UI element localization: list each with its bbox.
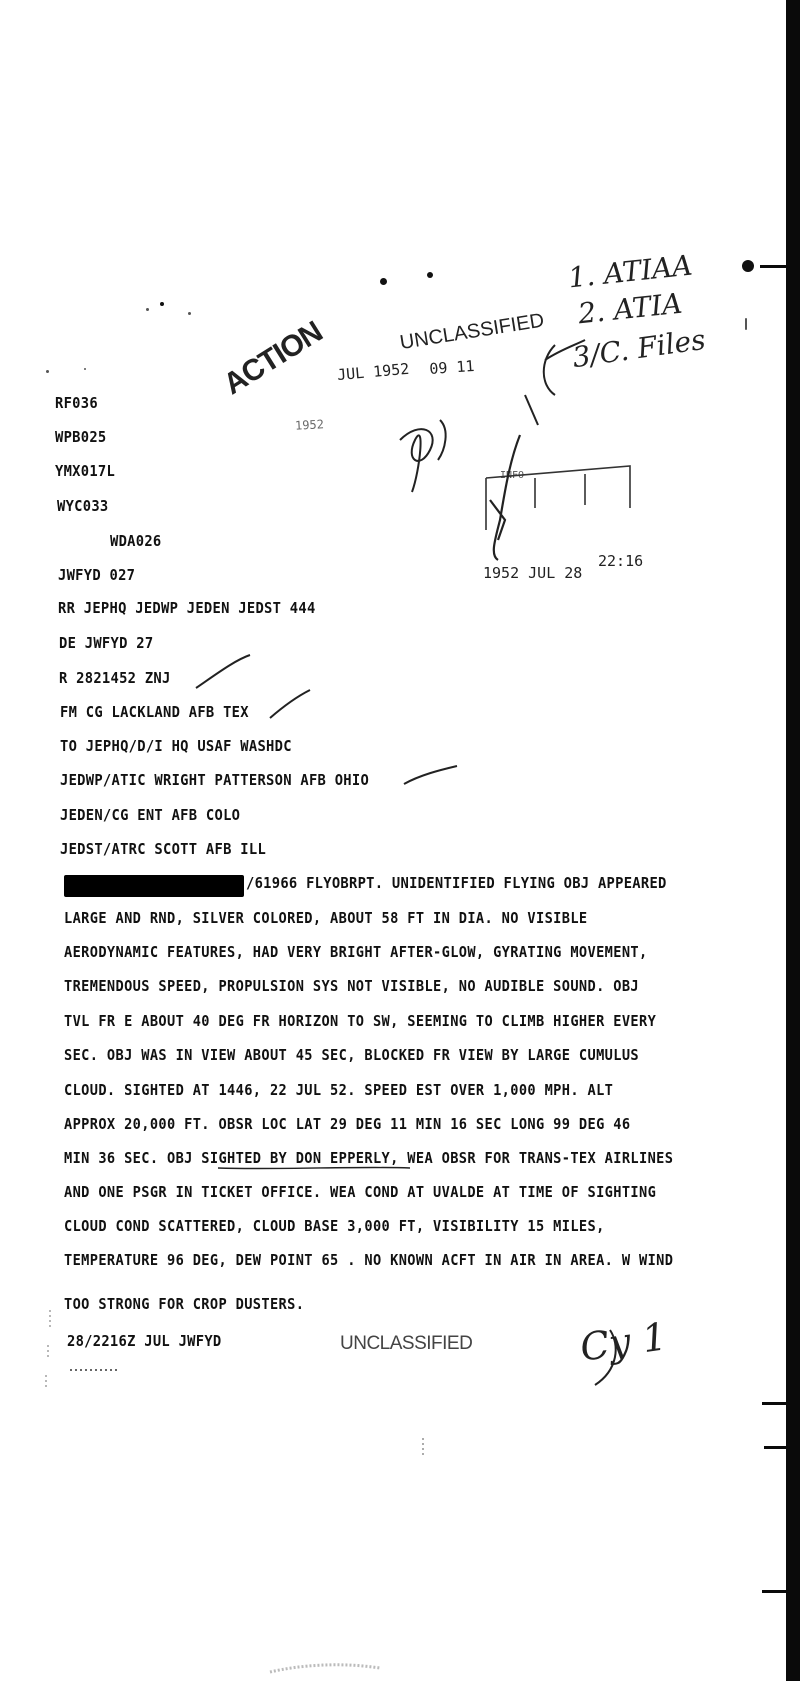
- message-body-line: TOO STRONG FOR CROP DUSTERS.: [64, 1295, 305, 1313]
- message-body-line: AERODYNAMIC FEATURES, HAD VERY BRIGHT AFTER-GLOW, GYRATING MOVEMENT,: [64, 943, 648, 961]
- punch-hole-mark: [742, 260, 754, 272]
- check-mark: [404, 766, 457, 784]
- classification-stamp-top: UNCLASSIFIED: [398, 309, 546, 355]
- scan-speck: [84, 368, 86, 370]
- routing-line: WDA026: [110, 532, 162, 550]
- handwritten-routing-note: 1. ATIAA: [566, 248, 694, 295]
- faded-date-stamp: 1952: [294, 417, 325, 433]
- routing-line: RR JEPHQ JEDWP JEDEN JEDST 444: [58, 599, 316, 617]
- handwritten-arrow-mark: [490, 435, 520, 560]
- routing-line: WYC033: [57, 497, 109, 515]
- handwritten-initials: [400, 420, 446, 492]
- scan-edge-mark: [764, 1446, 786, 1449]
- message-body-line: LARGE AND RND, SILVER COLORED, ABOUT 58 FT IN DIA. NO VISIBLE: [64, 909, 588, 927]
- log-date-stamp: 1952 JUL 28: [483, 564, 583, 582]
- action-stamp: ACTION: [217, 315, 328, 402]
- scan-speck: [745, 318, 747, 330]
- routing-line: R 2821452 ZNJ: [59, 669, 171, 687]
- ink-spot: [380, 278, 387, 285]
- message-body-line: TVL FR E ABOUT 40 DEG FR HORIZON TO SW, SEEMING TO CLIMB HIGHER EVERY: [64, 1012, 657, 1030]
- message-body-line: SEC. OBJ WAS IN VIEW ABOUT 45 SEC, BLOCKED FR VIEW BY LARGE CUMULUS: [64, 1046, 640, 1064]
- message-body-line: TEMPERATURE 96 DEG, DEW POINT 65 . NO KNOWN ACFT IN AIR IN AREA. W WIND: [64, 1251, 674, 1269]
- scan-speck-bottom: [270, 1665, 380, 1672]
- message-body-line: TREMENDOUS SPEED, PROPULSION SYS NOT VISIBLE, NO AUDIBLE SOUND. OBJ: [64, 977, 640, 995]
- routing-line: JWFYD 027: [58, 566, 136, 584]
- scan-speck: [146, 308, 149, 311]
- message-body-line: /61966 FLYOBRPT. UNIDENTIFIED FLYING OBJ APPEARED: [246, 874, 667, 892]
- routing-line: JEDST/ATRC SCOTT AFB ILL: [60, 840, 267, 858]
- message-body-line: APPROX 20,000 FT. OBSR LOC LAT 29 DEG 11 MIN 16 SEC LONG 99 DEG 46: [64, 1115, 631, 1133]
- log-time-stamp: 22:16: [598, 552, 644, 570]
- scan-edge-mark: [762, 1590, 786, 1593]
- received-date-stamp: JUL 1952: [336, 359, 410, 384]
- redaction-block: [64, 875, 244, 897]
- routing-line: YMX017L: [55, 462, 116, 480]
- scan-speck: [46, 370, 49, 373]
- scan-speck: [188, 312, 191, 315]
- routing-line: DE JWFYD 27: [59, 634, 154, 652]
- routing-line: TO JEPHQ/D/I HQ USAF WASHDC: [60, 737, 292, 755]
- routing-line: WPB025: [55, 428, 107, 446]
- routing-line: RF036: [55, 394, 98, 412]
- handwritten-routing-note: 3/C. Files: [570, 322, 708, 375]
- scan-edge-dashes: [46, 1310, 50, 1390]
- message-body-line: CLOUD. SIGHTED AT 1446, 22 JUL 52. SPEED EST OVER 1,000 MPH. ALT: [64, 1081, 614, 1099]
- scan-edge-mark: [760, 265, 786, 268]
- routing-line: JEDWP/ATIC WRIGHT PATTERSON AFB OHIO: [60, 771, 370, 789]
- routing-line: JEDEN/CG ENT AFB COLO: [60, 806, 241, 824]
- check-mark: [270, 690, 310, 718]
- message-body-line: CLOUD COND SCATTERED, CLOUD BASE 3,000 FT, VISIBILITY 15 MILES,: [64, 1217, 605, 1235]
- date-time-group: 28/2216Z JUL JWFYD: [67, 1332, 222, 1350]
- ink-spot: [427, 272, 433, 278]
- scan-edge-border: [786, 0, 800, 1681]
- check-mark: [196, 655, 250, 688]
- routing-box-label: INFO: [500, 470, 525, 481]
- routing-line: FM CG LACKLAND AFB TEX: [60, 703, 249, 721]
- message-body-line: AND ONE PSGR IN TICKET OFFICE. WEA COND AT UVALDE AT TIME OF SIGHTING: [64, 1183, 657, 1201]
- handwritten-copy-note: Cy 1: [577, 1314, 670, 1370]
- scan-edge-mark: [762, 1402, 786, 1405]
- handwritten-routing-note: 2. ATIA: [576, 286, 684, 331]
- ink-spot: [160, 302, 164, 306]
- check-stroke-mark: [525, 395, 538, 425]
- underline-mark: [218, 1167, 410, 1168]
- classification-stamp-bottom: UNCLASSIFIED: [340, 1333, 473, 1354]
- message-body-line: MIN 36 SEC. OBJ SIGHTED BY DON EPPERLY, WEA OBSR FOR TRANS-TEX AIRLINES: [64, 1149, 674, 1167]
- received-time-stamp: 09 11: [428, 356, 476, 378]
